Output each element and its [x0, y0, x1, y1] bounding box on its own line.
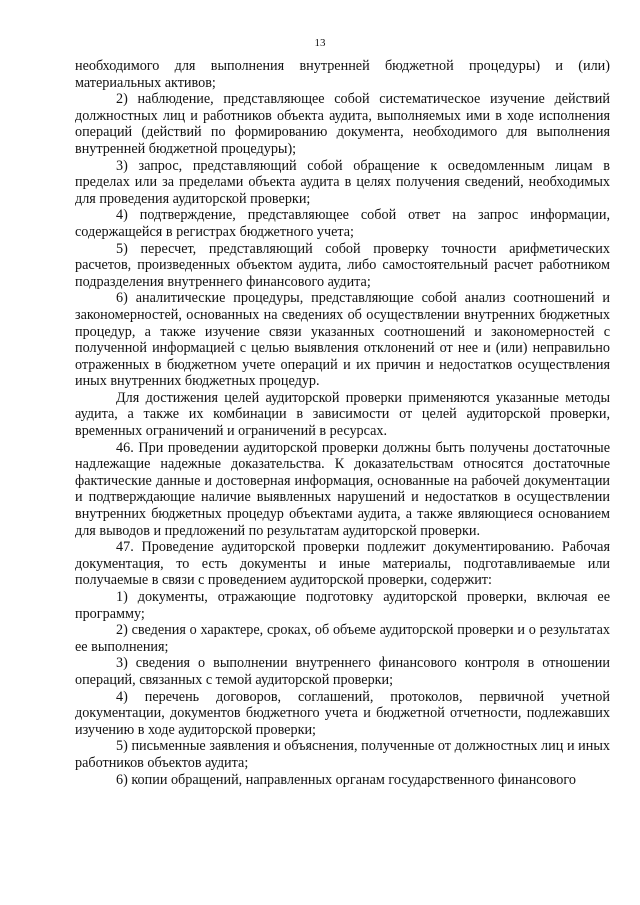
- list-item-request: 3) запрос, представляющий собой обращение к осведомленным лицам в пределах или за пределами объекта аудита в целях получения сведений, необходимых для проведения аудиторской проверки;: [75, 157, 610, 207]
- list-item-internal-control: 3) сведения о выполнении внутреннего финансового контроля в отношении операций, связанных с темой аудиторской проверки;: [75, 655, 610, 688]
- list-item-observation: 2) наблюдение, представляющее собой систематическое изучение действий должностных лиц и работников объекта аудита, выполняемых ими в ходе исполнения операций (действий по формированию документа, необходимого для выполнения внутренней бюджетной процедуры);: [75, 91, 610, 157]
- clause-46: 46. При проведении аудиторской проверки должны быть получены достаточные надлежащие надежные доказательства. К доказательствам относятся достаточные фактические данные и достоверная информация, основанные на рабочей документации и подтверждающие наличие выявленных нарушений и недостатков в осуществлении внутренних бюджетных процедур объектами аудита, а также являющиеся основанием для выводов и предложений по результатам аудиторской проверки.: [75, 439, 610, 539]
- list-item-preparation-documents: 1) документы, отражающие подготовку аудиторской проверки, включая ее программу;: [75, 589, 610, 622]
- list-item-contracts-list: 4) перечень договоров, соглашений, протоколов, первичной учетной документации, документов бюджетного учета и бюджетной отчетности, подлежавших изучению в ходе аудиторской проверки;: [75, 688, 610, 738]
- list-item-analytical-procedures: 6) аналитические процедуры, представляющие собой анализ соотношений и закономерностей, основанных на сведениях об осуществлении внутренних бюджетных процедур, а также изучение связи указанных соотношений и закономерностей с полученной информацией с целью выявления отклонений от нее и (или) неправильно отраженных в бюджетном учете операций и их причин и недостатков осуществления иных внутренних бюджетных процедур.: [75, 290, 610, 390]
- list-item-recalculation: 5) пересчет, представляющий собой проверку точности арифметических расчетов, произведенных объектом аудита, либо самостоятельный расчет работником подразделения внутреннего финансового аудита;: [75, 240, 610, 290]
- clause-47: 47. Проведение аудиторской проверки подлежит документированию. Рабочая документация, то есть документы и иные материалы, подготавливаемые или получаемые в связи с проведением аудиторской проверки, содержит:: [75, 539, 610, 589]
- list-item-confirmation: 4) подтверждение, представляющее собой ответ на запрос информации, содержащейся в регистрах бюджетного учета;: [75, 207, 610, 240]
- body-text: [75, 58, 610, 788]
- list-item-written-statements: 5) письменные заявления и объяснения, полученные от должностных лиц и иных работников объектов аудита;: [75, 738, 610, 771]
- paragraph-continuation: необходимого для выполнения внутренней бюджетной процедуры) и (или) материальных активов;: [75, 58, 610, 91]
- paragraph-audit-methods: Для достижения целей аудиторской проверки применяются указанные методы аудита, а также их комбинации в зависимости от целей аудиторской проверки, временных ограничений и ограничений в ресурсах.: [75, 389, 610, 440]
- page-number: 13: [314, 37, 326, 49]
- list-item-nature-timing: 2) сведения о характере, сроках, об объеме аудиторской проверки и о результатах ее выполнения;: [75, 622, 610, 655]
- list-item-appeal-copies: 6) копии обращений, направленных органам государственного финансового: [116, 771, 576, 788]
